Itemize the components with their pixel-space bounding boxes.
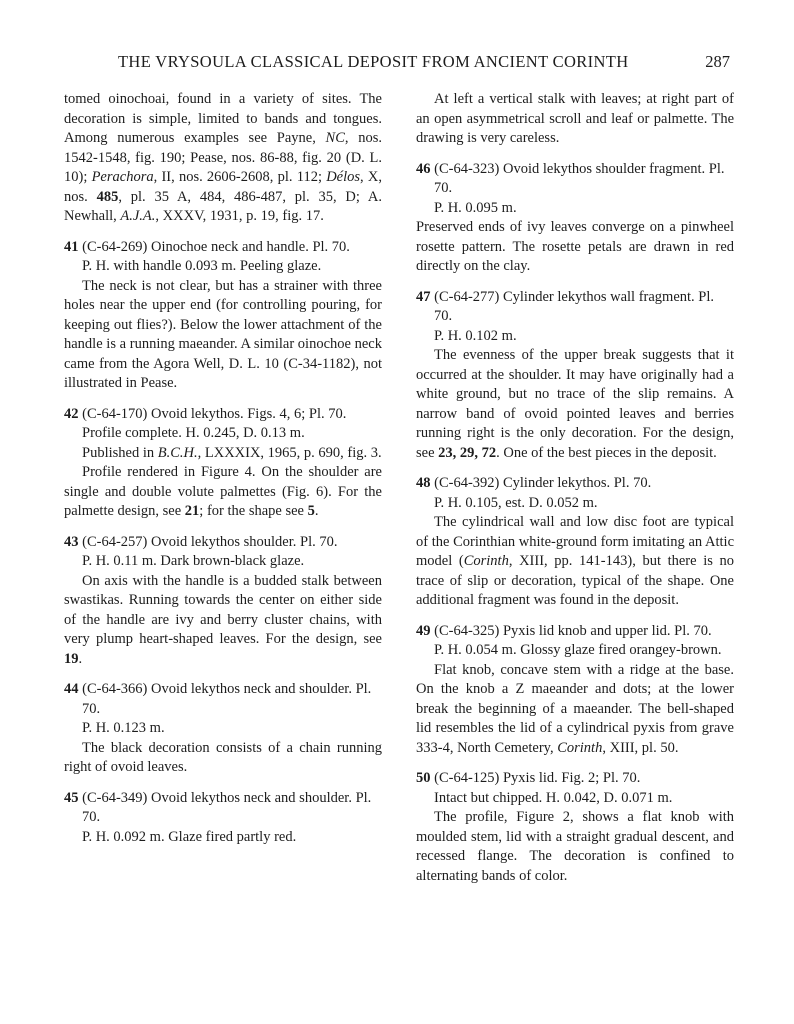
catalogue-entry-49 xyxy=(416,622,734,759)
entry-heading: 45 (C-64-349) Ovoid lekythos neck and shoulder. Pl. 70. xyxy=(64,789,372,825)
catalogue-entry-48 xyxy=(416,474,734,611)
entry-measurements: P. H. 0.102 m. xyxy=(434,327,517,344)
entry-heading: 43 (C-64-257) Ovoid lekythos shoulder. Pl. 70. xyxy=(64,533,338,550)
running-title: THE VRYSOULA CLASSICAL DEPOSIT FROM ANCIENT CORINTH xyxy=(118,52,629,71)
entry-description: The cylindrical wall and low disc foot are typical of the Corinthian white-ground form imitating an Attic model (Corinth, XIII, pp. 141-143), but there is no trace of slip or decoration, typical of the shape. One additional fragment was found in the deposit. xyxy=(416,514,734,608)
entry-description: The neck is not clear, but has a strainer with three holes near the upper end (for controlling pouring, for keeping out flies?). Below the lower attachment of the handle is a running maeander. A similar oinochoe neck came from the Agora Well, D. L. 10 (C-34-1182), not illustrated in Pease. xyxy=(64,277,382,391)
entry-description: Flat knob, concave stem with a ridge at the base. On the knob a Z maeander and dots; at the lower break the beginning of a maeander. The bell-shaped lid resembles the lid of a cylindrical pyxis from grave 333-4, North Cemetery, Corinth, XIII, pl. 50. xyxy=(416,661,734,756)
page-header xyxy=(118,52,730,76)
entry-number: 44 xyxy=(64,681,79,697)
entry-measurements: Intact but chipped. H. 0.042, D. 0.071 m. xyxy=(434,789,673,806)
entry-measurements: Profile complete. H. 0.245, D. 0.13 m. xyxy=(82,425,305,441)
entry-number: 49 xyxy=(416,622,431,639)
entry-description: On axis with the handle is a budded stalk between swastikas. Running towards the center on either side of the handle are ivy and berry cluster chains, with very plump heart-shaped leaves. For the design, see 19. xyxy=(64,572,382,667)
entry-number: 41 xyxy=(64,238,79,255)
entry-number: 42 xyxy=(64,405,79,422)
intro-paragraph: tomed oinochoai, found in a variety of sites. The decoration is simple, limited to bands and tongues. Among numerous examples see Payne, NC, nos. 1542-1548, fig. 190; Pease, nos. 86-88, fig. 20 (D. L. 10); Perachora, II, nos. 2606-2608, pl. 112; Délos, X, nos. 485, pl. 35 A, 484, 486-487, pl. 35, D; A. Newhall, A.J.A., XXXV, 1931, p. 19, fig. 17. xyxy=(64,91,382,224)
entry-description: The evenness of the upper break suggests that it occurred at the shoulder. It may have originally had a white ground, but no trace of the slip remains. A narrow band of ovoid pointed leaves and berries running right is the only decoration. For the design, see 23, 29, 72. One of the best pieces in the deposit. xyxy=(416,347,734,461)
entry-publication: Published in B.C.H., LXXXIX, 1965, p. 690, fig. 3. xyxy=(82,444,382,461)
entry-heading: 50 (C-64-125) Pyxis lid. Fig. 2; Pl. 70. xyxy=(416,770,641,786)
continued-description: At left a vertical stalk with leaves; at right part of an open asymmetrical scroll and leaf or palmette. The drawing is very careless. xyxy=(416,91,734,146)
entry-heading: 42 (C-64-170) Ovoid lekythos. Figs. 4, 6; Pl. 70. xyxy=(64,405,347,422)
entry-number: 48 xyxy=(416,475,431,491)
catalogue-entry-46 xyxy=(416,160,734,277)
entry-description: The black decoration consists of a chain running right of ovoid leaves. xyxy=(64,739,382,775)
entry-measurements: P. H. 0.054 m. Glossy glaze fired orangey-brown. xyxy=(434,642,722,658)
entry-description: The profile, Figure 2, shows a flat knob with moulded stem, lid with a straight gradual descent, and recessed flange. The decoration is confined to alternating bands of color. xyxy=(416,809,734,884)
entry-number: 43 xyxy=(64,533,79,550)
entry-number: 45 xyxy=(64,789,79,806)
entry-heading: 49 (C-64-325) Pyxis lid knob and upper lid. Pl. 70. xyxy=(416,622,712,639)
page-number: 287 xyxy=(705,52,730,71)
catalogue-entry-47 xyxy=(416,288,734,464)
catalogue-entry-44 xyxy=(64,680,382,778)
right-column xyxy=(416,90,734,886)
entry-heading: 47 (C-64-277) Cylinder lekythos wall fragment. Pl. 70. xyxy=(416,288,715,324)
entry-measurements: P. H. 0.123 m. xyxy=(82,720,165,736)
entry-number: 50 xyxy=(416,770,431,786)
catalogue-entry-50 xyxy=(416,769,734,886)
left-column xyxy=(64,90,382,847)
entry-heading: 48 (C-64-392) Cylinder lekythos. Pl. 70. xyxy=(416,475,652,491)
entry-measurements: P. H. with handle 0.093 m. Peeling glaze. xyxy=(82,258,322,274)
entry-heading: 44 (C-64-366) Ovoid lekythos neck and shoulder. Pl. 70. xyxy=(64,681,372,717)
entry-number: 47 xyxy=(416,288,431,305)
entry-description: Profile rendered in Figure 4. On the shoulder are single and double volute palmettes (Fig. 6). For the palmette design, see 21; for the shape see 5. xyxy=(64,464,382,519)
entry-heading: 46 (C-64-323) Ovoid lekythos shoulder fragment. Pl. 70. xyxy=(416,160,725,196)
catalogue-entry-42 xyxy=(64,405,382,522)
entry-measurements: P. H. 0.11 m. Dark brown-black glaze. xyxy=(82,553,305,569)
entry-heading: 41 (C-64-269) Oinochoe neck and handle. Pl. 70. xyxy=(64,238,350,255)
catalogue-entry-43 xyxy=(64,533,382,670)
catalogue-entry-45 xyxy=(64,789,382,848)
catalogue-entry-41 xyxy=(64,238,382,394)
entry-measurements: P. H. 0.092 m. Glaze fired partly red. xyxy=(82,828,297,845)
entry-measurements: P. H. 0.095 m. xyxy=(434,199,517,216)
entry-measurements: P. H. 0.105, est. D. 0.052 m. xyxy=(434,494,598,511)
entry-description: Preserved ends of ivy leaves converge on a pinwheel rosette pattern. The rosette petals are drawn in red directly on the clay. xyxy=(416,219,734,274)
entry-number: 46 xyxy=(416,160,431,177)
